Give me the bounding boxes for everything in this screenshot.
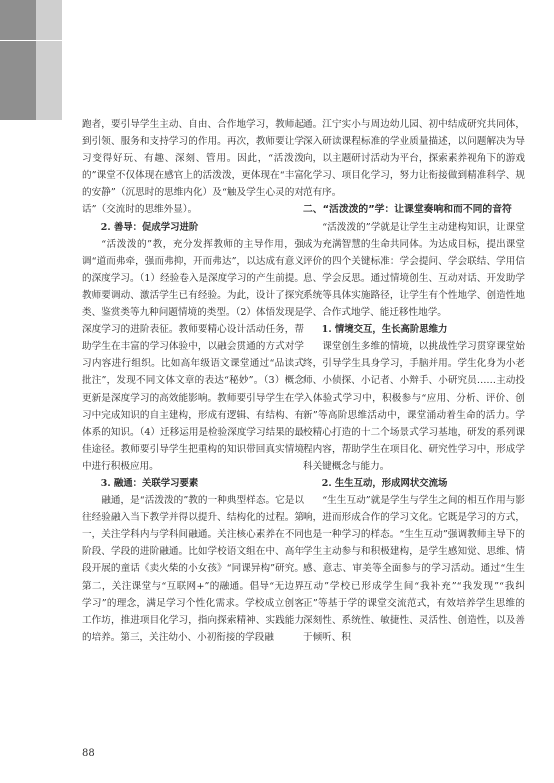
paragraph: “生生互动”就是学生与学生之间的相互作用与影响，进而形成合作的学习文化。它既是学习的方式，也是一种学习的样态。“生生互动”强调教师主导下的学生主动参与和积极建构，是学生感知觉、思维、情感、意志、审美等全面参与的学习活动。通过“生生互动”学校已形成学生间“我补充”“我发现”“我纠正”等基于学的课堂交流范式，有效培养学生思维的深刻性、系统性、敏捷性、灵活性、创造性，以及善于倾听、积: [303, 495, 525, 643]
page-number: 88: [82, 748, 95, 759]
paragraph: “活泼泼的”教，充分发挥教师的主导作用，强调“道而弗牵，强而弗抑，开而弗达”，以达成有意义的深度学习。（1）经验卷入是深度学习的产生前提。教师要调动、激活学生已有经验。为此，设计了探究类、鉴赏类等九种问题情境的类型。（2）体悟发现是深度学习的进阶表征。教师要精心设计活动任务，帮助学生在丰富的学习体验中，以融会贯通的方式对学习内容进行组织。比如高年级语文课堂通过“品读式批注”，发现不同文体文章的表达“秘妙”。（3）概念更新是深度学习的高效能影响。教师要引导学生在学习中完成知识的自主建构，形成有逻辑、有结构、有体系的知识。（4）迁移运用是检验深度学习结果的最佳途径。教师要引导学生把重构的知识带回真实情境中进行积极应用。: [82, 238, 304, 472]
paragraph: 融通，是“活泼泼的”教的一种典型样态。它是以往经验融入当下教学并得以提升、结构化的过程。第一，关注学科内与学科间融通。关注核心素养在不同阶段、学段的进阶融通。比如学校语文组在中、高年段开展的童话《卖火柴的小女孩》“同课异构”研究。第二，关注课堂与“互联网+”的融通。倡导“无边界学习”的理念，满足学习个性化需求。学校成立创客工作坊，推进项目化学习，指向探索精神、实践能力的培养。第三，关注幼小、小初衔接的学段融: [82, 495, 304, 643]
header-decoration-light: [36, 0, 62, 120]
subsection-heading: 3. 融通：关联学习要素: [100, 477, 199, 489]
paragraph: 跑者，要引导学生主动、自由、合作地学习，教师起到引领、服务和支持学习的作用。再次，教师要让学习变得好玩、有趣、深刻、管用。因此，“活泼泼的”课堂不仅体现在感官上的活泼泼，更体现在“丰富的安静”（沉思时的思维内化）及“触及学生心灵的对话”（交流时的思维外显）。: [82, 119, 304, 216]
header-decoration-dark: [0, 0, 36, 120]
subsection-heading: 2. 善导：促成学习进阶: [100, 221, 199, 233]
paragraph: 通。江宁实小与周边幼儿园、初中结成研究共同体，深入研读课程标准的学业质量描述，以问题解决为导向，以主题研讨活动为平台，探索素养视角下的游戏化学习、项目化学习，努力让衔接做到精准科学、规范有序。: [303, 119, 525, 199]
left-column: [82, 116, 304, 726]
right-column: [303, 116, 525, 726]
paragraph: “活泼泼的”学就是让学生主动建构知识，让课堂成为充满智慧的生命共同体。为达成目标，提出课堂评价的四个关键标准：学会提问、学会联结、学用信息、学会反思。通过情境创生、互动对话、开发助学系统等具体实施路径，让学生有个性地学、创造性地学、合作式地学、能迁移性地学。: [303, 221, 525, 319]
subsection-heading: 2. 生生互动，形成网状交流场: [321, 477, 448, 489]
header-decoration-line: [0, 40, 62, 41]
subsection-heading: 1. 情境交互，生长高阶思维力: [321, 324, 448, 336]
paragraph: 课堂创生多维的情境，以挑战性学习贯穿课堂始终，引导学生具身学习，手脑并用。学生化身为小老师、小侦探、小记者、小辩手、小研究员……主动投入体验式学习中，积极参与“应用、分析、评价、创新”等高阶思维活动中，课堂涌动着生命的活力。学校精心打造的十二个场景式学习基地，研发的系列课程内容，帮助学生在项目化、研究性学习中，形成学科关键概念与能力。: [303, 341, 525, 472]
section-heading: 二、“活泼泼的”学：让课堂奏响和而不同的音符: [303, 204, 512, 216]
